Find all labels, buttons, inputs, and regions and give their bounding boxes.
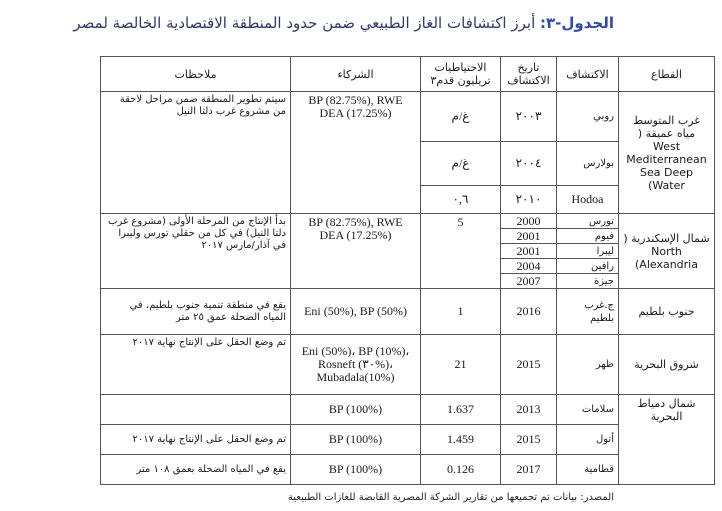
discovery-cell: أتول — [557, 425, 619, 455]
table-title-text: أبرز اكتشافات الغاز الطبيعي ضمن حدود المنطقة الاقتصادية الخالصة لمصر — [73, 14, 536, 32]
table-number: الجدول-٣: — [540, 14, 614, 32]
reserves-cell: غ/م — [421, 142, 501, 186]
sector-cell: جنوب بلطيم — [619, 289, 715, 335]
year-cell: 2015 — [501, 425, 557, 455]
year-cell: ٢٠١٠ — [501, 186, 557, 214]
notes-cell: تم وضع الحقل على الإنتاج نهاية ٢٠١٧ — [101, 425, 291, 455]
sector-cell: شمال دمياط البحرية — [619, 395, 715, 485]
table-title — [73, 14, 614, 32]
partners-cell: BP (82.75%), RWE DEA (17.25%) — [291, 214, 421, 289]
year-cell: 2013 — [501, 395, 557, 425]
reserves-cell: 21 — [421, 335, 501, 395]
notes-cell: سيتم تطوير المنطقة ضمن مراحل لاحقة من مشروع غرب دلتا النيل — [101, 92, 291, 214]
year-cell: 2015 — [501, 335, 557, 395]
discovery-cell: ج.غرب بلطيم — [557, 289, 619, 335]
year-cell: 2001 — [501, 244, 557, 259]
partners-cell: Eni (50%), BP (50%) — [291, 289, 421, 335]
notes-cell: تم وضع الحقل على الإنتاج نهاية ٢٠١٧ — [101, 335, 291, 395]
discovery-cell: رافين — [557, 259, 619, 274]
year-cell: 2007 — [501, 274, 557, 289]
year-cell: ٢٠٠٣ — [501, 92, 557, 142]
table-row — [101, 335, 715, 395]
reserves-cell: 1 — [421, 289, 501, 335]
header-reserves: الاحتياطيات تريليون قدم٣ — [421, 57, 501, 92]
partners-cell: Eni (50%)، BP (10%)، Rosneft (٣٠%)، Mubadala(10%) — [291, 335, 421, 395]
sector-cell: غرب المتوسط مياه عميقة ( West Mediterranean Sea Deep (Water — [619, 92, 715, 214]
notes-cell: بدأ الإنتاج من المرحلة الأولى (مشروع غرب دلتا النيل) في كل من حقلي تورس وليبرا في آذار/مارس ٢٠١٧ — [101, 214, 291, 289]
table-row — [101, 289, 715, 335]
partners-cell: BP (100%) — [291, 395, 421, 425]
discovery-cell: Hodoa — [557, 186, 619, 214]
year-cell: ٢٠٠٤ — [501, 142, 557, 186]
discovery-cell: بولارس — [557, 142, 619, 186]
year-cell: 2016 — [501, 289, 557, 335]
reserves-cell: ٠,٦ — [421, 186, 501, 214]
discovery-cell: جيزة — [557, 274, 619, 289]
reserves-cell: 0.126 — [421, 455, 501, 485]
reserves-cell: 1.459 — [421, 425, 501, 455]
table-row — [101, 214, 715, 229]
header-notes: ملاحظات — [101, 57, 291, 92]
notes-cell — [101, 395, 291, 425]
notes-cell: يقع في منطقة تنمية جنوب بلطيم، في المياه الضحلة عمق ٢٥ متر — [101, 289, 291, 335]
notes-cell: يقع في المياه الضحلة بعمق ١٠٨ متر — [101, 455, 291, 485]
discovery-cell: قطامية — [557, 455, 619, 485]
discovery-cell: ليبرا — [557, 244, 619, 259]
discovery-cell: تورس — [557, 214, 619, 229]
reserves-cell: 1.637 — [421, 395, 501, 425]
discovery-cell: روبي — [557, 92, 619, 142]
partners-cell: BP (82.75%), RWE DEA (17.25%) — [291, 92, 421, 214]
discovery-cell: سلامات — [557, 395, 619, 425]
table-row — [101, 395, 715, 425]
header-sector: القطاع — [619, 57, 715, 92]
header-row — [101, 57, 715, 92]
discovery-cell: فيوم — [557, 229, 619, 244]
sector-cell: شروق البحرية — [619, 335, 715, 395]
partners-cell: BP (100%) — [291, 425, 421, 455]
table-row — [101, 92, 715, 142]
reserves-cell: غ/م — [421, 92, 501, 142]
year-cell: 2000 — [501, 214, 557, 229]
discovery-cell: ظهر — [557, 335, 619, 395]
year-cell: 2004 — [501, 259, 557, 274]
gas-discoveries-table — [100, 56, 715, 485]
reserves-cell: 5 — [421, 214, 501, 289]
year-cell: 2017 — [501, 455, 557, 485]
source-note: المصدر: بيانات تم تجميعها من تقارير الشركة المصرية القابضة للغازات الطبيعية — [287, 492, 614, 503]
partners-cell: BP (100%) — [291, 455, 421, 485]
year-cell: 2001 — [501, 229, 557, 244]
header-year: تاريخ الاكتشاف — [501, 57, 557, 92]
header-partners: الشركاء — [291, 57, 421, 92]
header-discovery: الاكتشاف — [557, 57, 619, 92]
sector-cell: شمال الإسكندرية ( North Alexandria) — [619, 214, 715, 289]
